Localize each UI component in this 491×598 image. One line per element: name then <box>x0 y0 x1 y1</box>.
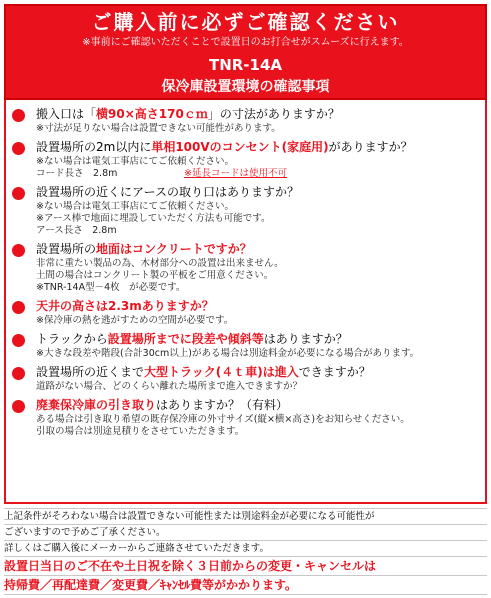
bullet-dot-icon <box>12 400 25 413</box>
sheet <box>4 4 487 504</box>
extension-warning: ※延長コードは使用不可 <box>184 168 287 179</box>
checklist-box <box>4 100 487 504</box>
bullet-dot-icon <box>12 367 25 380</box>
fee-warning: 持帰費／再配達費／変更費／ｷｬﾝｾﾙ費等がかかります。 <box>4 576 487 595</box>
check-item <box>12 184 479 237</box>
footer-line: 詳しくはご購入後にメーカーからご連絡させていただきます。 <box>4 541 487 557</box>
bullet-dot-icon <box>12 187 25 200</box>
check-note: ※ない場合は電気工事店にてご依頼ください。 <box>36 201 234 212</box>
check-question: 設置場所の2m以内に単相100Vのコンセント(家庭用)がありますか？ <box>36 140 413 154</box>
bullet-dot-icon <box>12 142 25 155</box>
check-item <box>12 397 479 438</box>
check-question: 天井の高さは2.3mありますか？ <box>36 299 214 313</box>
bullet-dot-icon <box>12 109 25 122</box>
check-item <box>12 241 479 294</box>
check-question: 設置場所の近くにアースの取り口はありますか？ <box>36 185 300 199</box>
check-note: アース長さ 2.8m <box>36 225 117 236</box>
cord-row <box>36 168 479 180</box>
section-subtitle: 保冷庫設置環境の確認事項 <box>161 79 330 95</box>
check-note: 土間の場合はコンクリート製の平板をご用意ください。 <box>36 270 274 281</box>
footer-line: 上記条件がそろわない場合は設置できない可能性または別途料金が必要になる可能性が <box>4 508 487 525</box>
check-question: 搬入口は「横90×高さ170ｃｍ」の寸法がありますか？ <box>36 107 340 121</box>
header-note: ※事前にご確認いただくことで設置日のお打合せがスムーズに行えます。 <box>82 37 409 48</box>
check-item <box>12 331 479 360</box>
footer-notes <box>4 508 487 595</box>
check-note: 道路がない場合、どのくらい離れた場所まで進入できますか？ <box>36 381 303 392</box>
check-question: 設置場所の近くまで大型トラック(４ｔ車)は進入できますか？ <box>36 365 371 379</box>
check-note: ※大きな段差や階段(合計30cm以上)がある場合は別途料金が必要になる場合があります。 <box>36 348 420 359</box>
bullet-dot-icon <box>12 334 25 347</box>
check-question: トラックから設置場所までに段差や傾斜等はありますか？ <box>36 332 348 346</box>
check-note: 引取の場合は別途見積りをさせていただきます。 <box>36 426 245 437</box>
check-question: 設置場所の地面はコンクリートですか？ <box>36 242 252 256</box>
footer-line: ございますので予めご了承ください。 <box>4 525 487 541</box>
check-item <box>12 106 479 135</box>
bullet-dot-icon <box>12 301 25 314</box>
check-note: ある場合は引き取り希望の既存保冷庫の外寸サイズ(縦×横×高さ)をお知らせください。 <box>36 414 410 425</box>
cancellation-warning: 設置日当日のご不在や土日祝を除く３日前からの変更・キャンセルは <box>4 557 487 576</box>
check-note: ※ない場合は電気工事店にてご依頼ください。 <box>36 156 234 167</box>
check-note: 非常に重たい製品の為、木材部分への設置は出来ません。 <box>36 258 284 269</box>
bullet-dot-icon <box>12 244 25 257</box>
check-item <box>12 364 479 393</box>
check-note: ※アース棒で地面に埋設していただく方法も可能です。 <box>36 213 271 224</box>
model-number: TNR-14A <box>208 56 283 74</box>
check-note: ※保冷庫の熱を逃がすための空間が必要です。 <box>36 315 234 326</box>
check-note: ※寸法が足りない場合は設置できない可能性があります。 <box>36 123 281 134</box>
check-item <box>12 298 479 327</box>
page-title: ご購入前に必ずご確認ください <box>91 10 400 34</box>
header-banner <box>4 4 487 100</box>
check-note: ※TNR-14A型－4枚 が必要です。 <box>36 282 186 293</box>
check-item <box>12 139 479 180</box>
cord-length: コード長さ 2.8m <box>36 168 118 179</box>
check-question: 廃棄保冷庫の引き取りはありますか？（有料） <box>36 398 289 412</box>
